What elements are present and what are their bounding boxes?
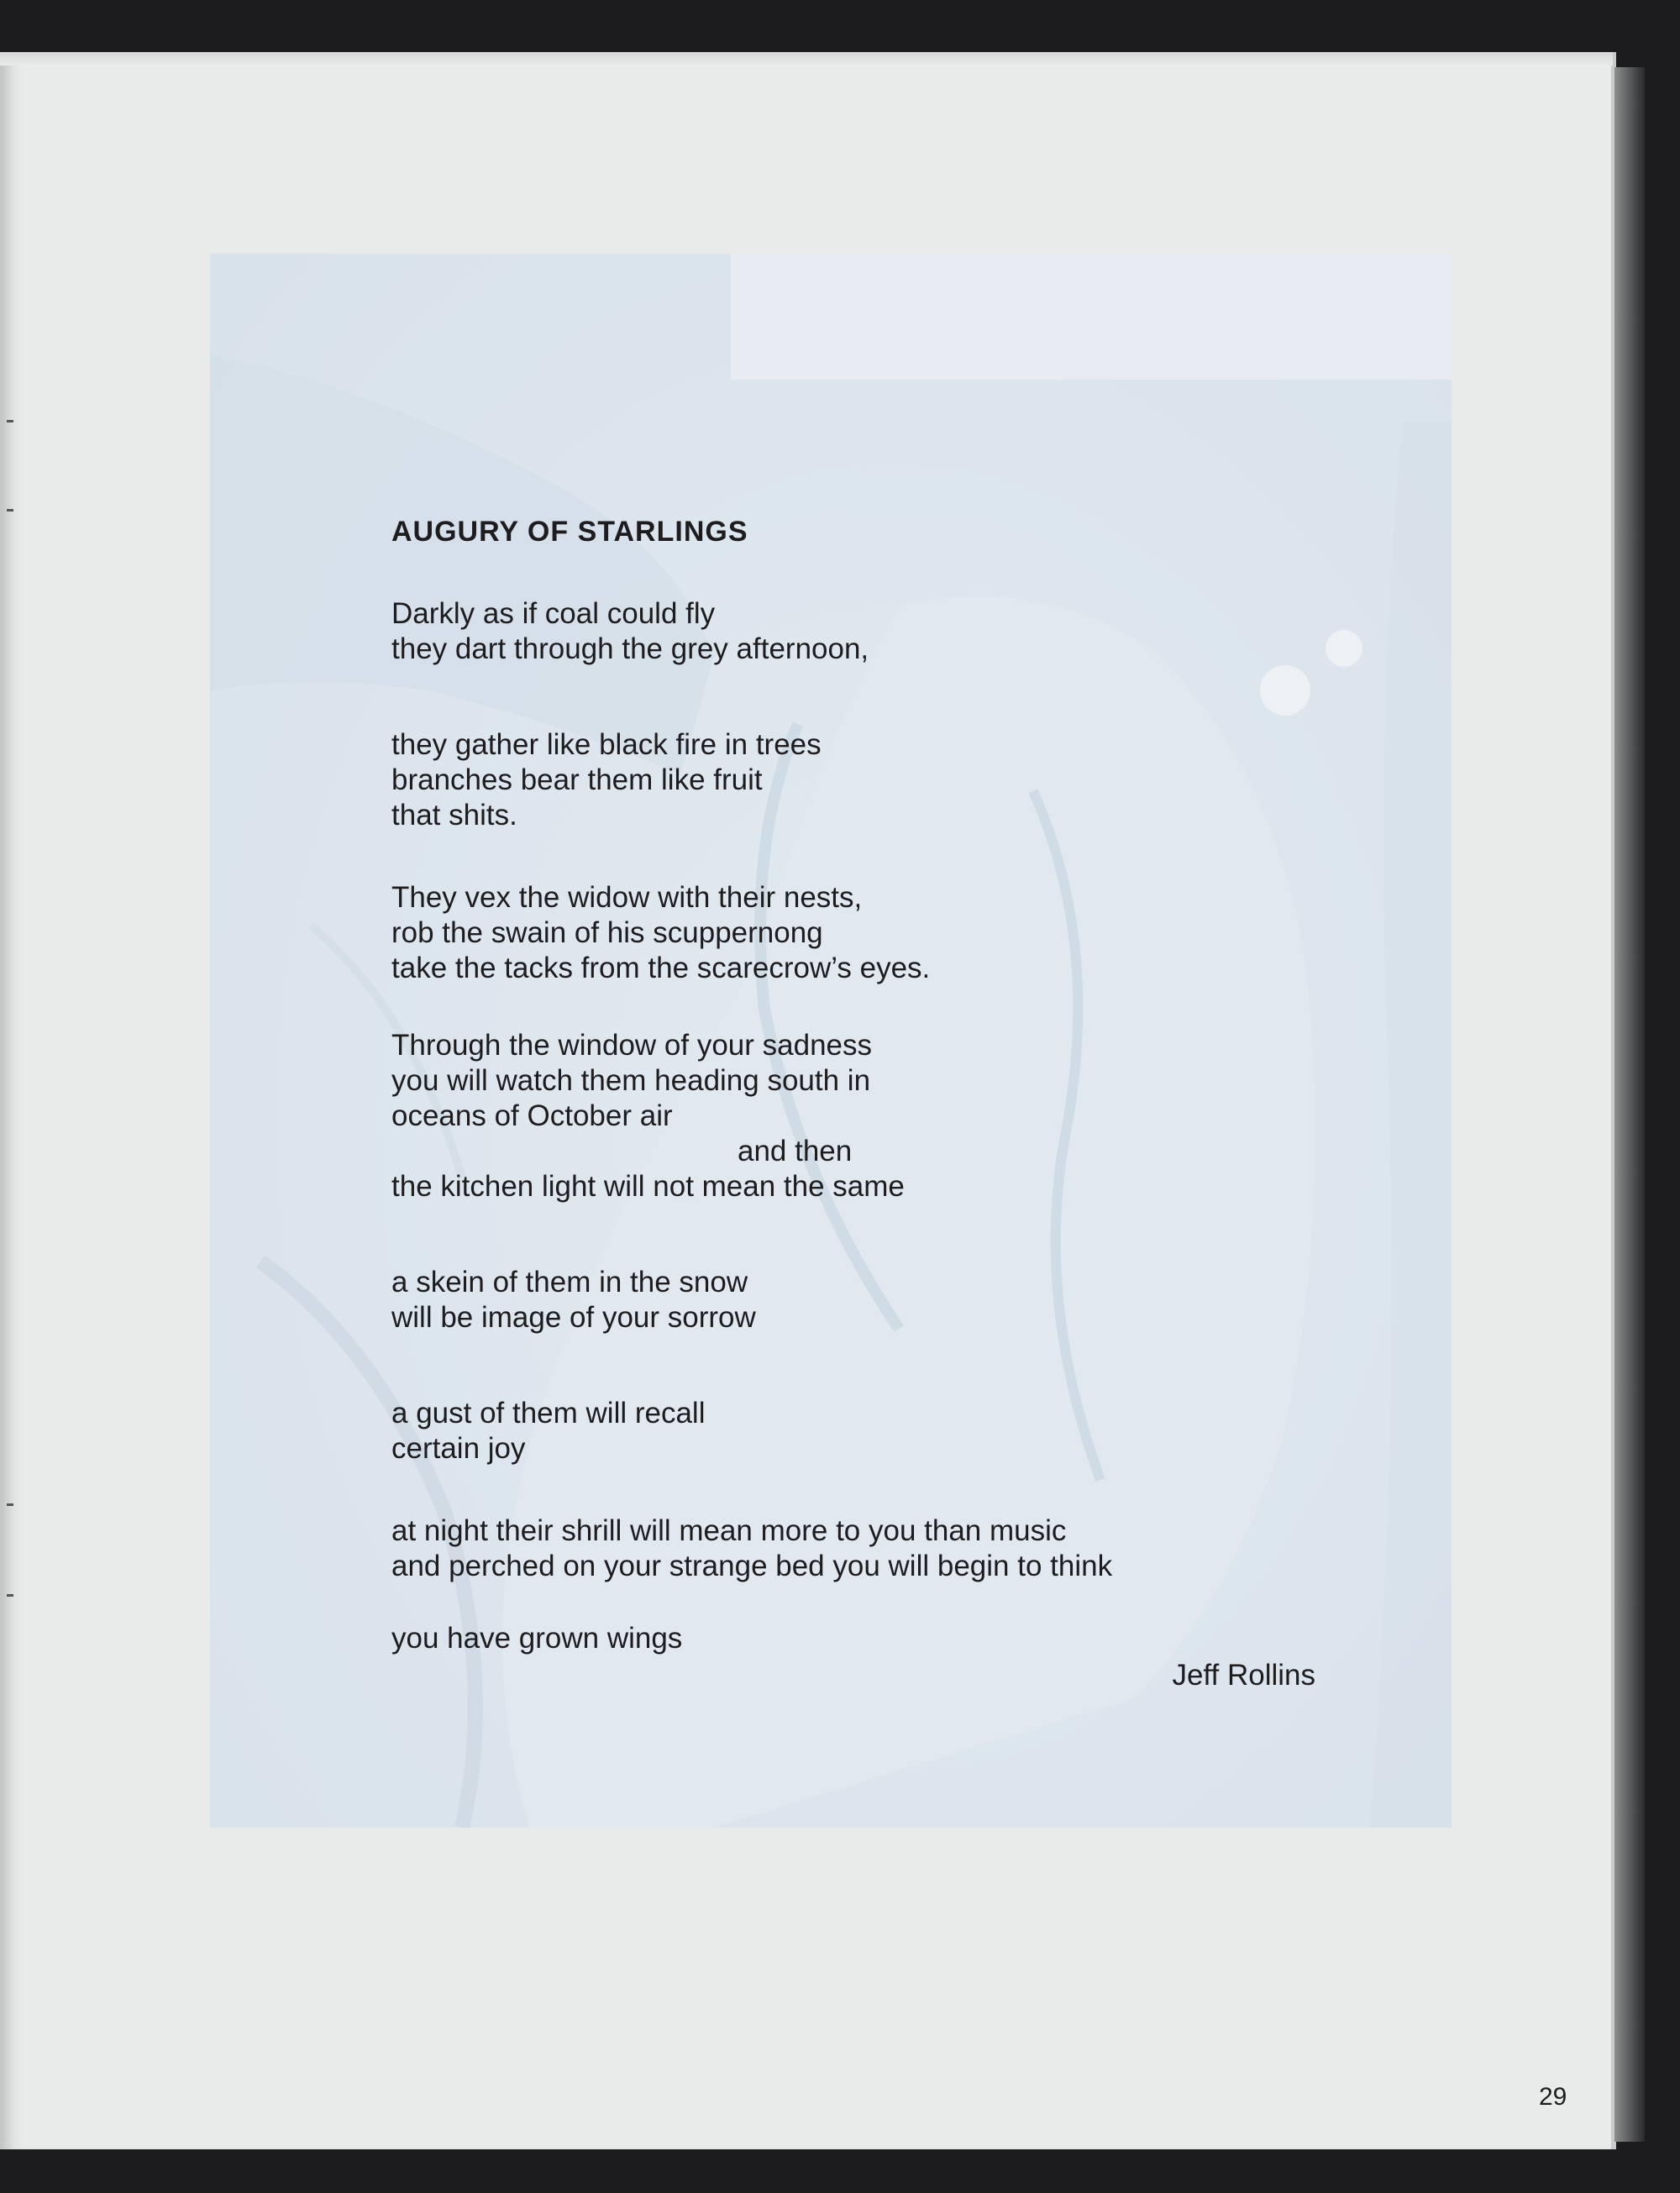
binding-mark: [7, 509, 13, 512]
binding-mark: [7, 1594, 13, 1597]
poem-line: rob the swain of his scuppernong: [391, 916, 823, 949]
poem-title: AUGURY OF STARLINGS: [391, 516, 748, 548]
stanza-7: [391, 1514, 1315, 1584]
poem-line: at night their shrill will mean more to you than music: [391, 1514, 1067, 1547]
poem-line: Darkly as if coal could fly: [391, 597, 716, 630]
poem-line: that shits.: [391, 799, 517, 832]
poem-line: they dart through the grey afternoon,: [391, 632, 869, 665]
stanza-2: [391, 727, 1315, 833]
stanza-4: [391, 1028, 1315, 1204]
stanza-1: [391, 596, 1315, 667]
poem-line: they gather like black fire in trees: [391, 728, 822, 761]
poem-line: a gust of them will recall: [391, 1397, 706, 1430]
poem-line: you have grown wings: [391, 1622, 683, 1655]
poem-line-indented: and then: [738, 1135, 853, 1167]
page-edge-shadow: [1614, 67, 1645, 2142]
poem-line: you will watch them heading south in: [391, 1064, 871, 1097]
poem-line: the kitchen light will not mean the same: [391, 1170, 905, 1203]
poem-line: They vex the widow with their nests,: [391, 881, 863, 914]
poem-line: and perched on your strange bed you will begin to think: [391, 1550, 1113, 1582]
poem-line: branches bear them like fruit: [391, 763, 763, 796]
poem-line: oceans of October air: [391, 1099, 673, 1132]
stanza-3: [391, 880, 1315, 986]
poem-line: Through the window of your sadness: [391, 1029, 872, 1062]
poem-line: a skein of them in the snow: [391, 1266, 748, 1298]
binding-mark: [7, 420, 13, 422]
poem-author: Jeff Rollins: [1172, 1659, 1315, 1692]
stanza-5: [391, 1265, 1315, 1335]
poem: [391, 514, 1315, 1692]
page-top-edge: [0, 52, 1613, 66]
stanza-6: [391, 1396, 1315, 1466]
poem-line: take the tacks from the scarecrow’s eyes.: [391, 952, 931, 984]
stanza-8: [391, 1621, 1315, 1656]
poem-line: will be image of your sorrow: [391, 1301, 756, 1334]
binding-mark: [7, 1503, 13, 1506]
page-number: 29: [1539, 2083, 1567, 2111]
poem-line: certain joy: [391, 1432, 526, 1465]
